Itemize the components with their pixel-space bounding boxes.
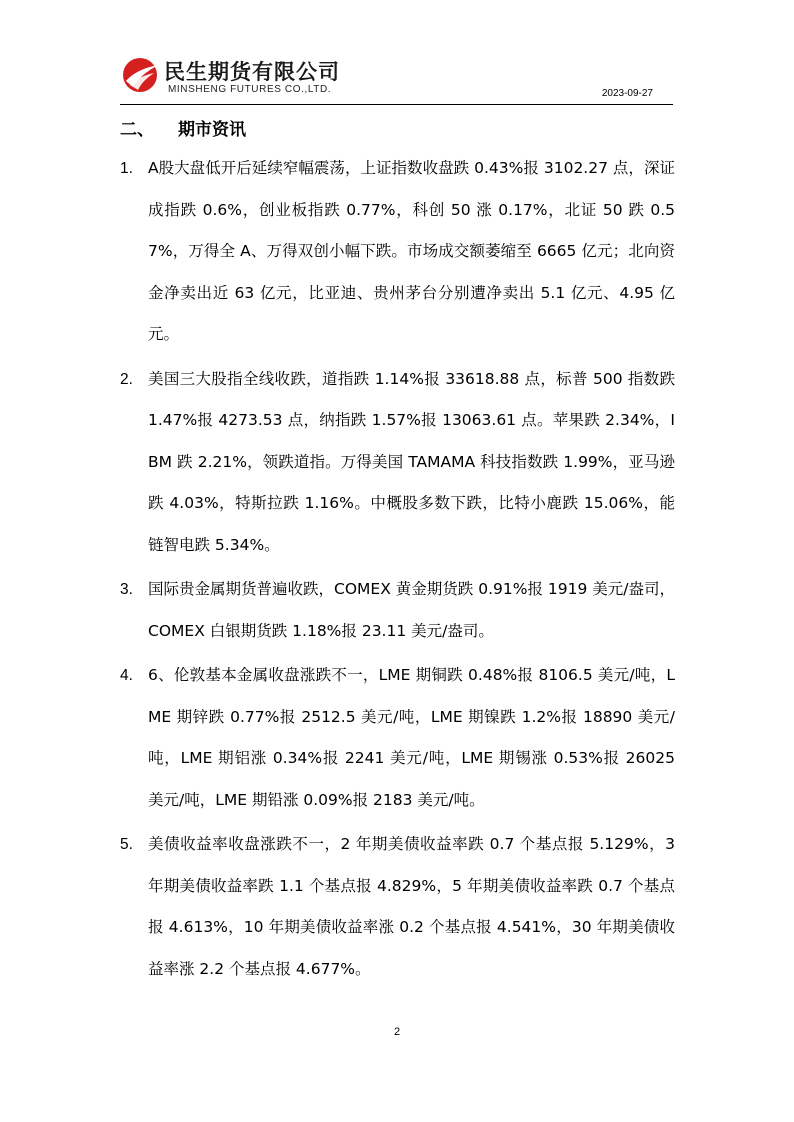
news-text: 美国三大股指全线收跌，道指跌 1.14%报 33618.88 点，标普 500 指数跌 1.47%报 4273.53 点，纳指跌 1.57%报 13063.61 点。苹果跌 2.34%，IBM 跌 2.21%，领跌道指。万得美国 TAMAMA 科技指数跌 1.99%，亚马逊跌 4.03%，特斯拉跌 1.16%。中概股多数下跌，比特小鹿跌 15.06%，能链智电跌 5.34%。 — [148, 369, 675, 554]
logo-chinese-name: 民生期货有限公司 — [164, 60, 340, 84]
section-number: 二、 — [120, 120, 154, 140]
news-item — [120, 569, 675, 652]
minsheng-logo-icon — [120, 54, 160, 94]
news-index: 1. — [120, 160, 133, 177]
logo-english-name: MINSHENG FUTURES CO.,LTD. — [168, 84, 332, 95]
news-item — [120, 359, 675, 567]
page-header — [120, 54, 673, 105]
section-title: 期市资讯 — [178, 120, 246, 140]
report-date: 2023-09-27 — [601, 88, 653, 99]
news-text: 国际贵金属期货普遍收跌，COMEX 黄金期货跌 0.91%报 1919 美元/盎司，COMEX 白银期货跌 1.18%报 23.11 美元/盎司。 — [148, 580, 675, 640]
news-text: 美债收益率收盘涨跌不一，2 年期美债收益率跌 0.7 个基点报 5.129%，3 年期美债收益率跌 1.1 个基点报 4.829%，5 年期美债收益率跌 0.7 个基点报 4.613%，10 年期美债收益率涨 0.2 个基点报 4.541%，30 年期美债收益率涨 2.2 个基点报 4.677%。 — [148, 835, 675, 978]
news-item — [120, 148, 675, 356]
news-text: A股大盘低开后延续窄幅震荡，上证指数收盘跌 0.43%报 3102.27 点，深证成指跌 0.6%，创业板指跌 0.77%，科创 50 涨 0.17%，北证 50 跌 0.57%，万得全 A、万得双创小幅下跌。市场成交额萎缩至 6665 亿元；北向资金净卖出近 63 亿元，比亚迪、贵州茅台分别遭净卖出 5.1 亿元、4.95 亿元。 — [148, 159, 675, 343]
news-index: 2. — [120, 370, 133, 388]
news-index: 3. — [120, 581, 133, 598]
news-index: 5. — [120, 836, 133, 853]
company-logo — [120, 54, 380, 100]
news-text: 6、伦敦基本金属收盘涨跌不一，LME 期铜跌 0.48%报 8106.5 美元/吨，LME 期锌跌 0.77%报 2512.5 美元/吨，LME 期镍跌 1.2%报 18890 美元/吨，LME 期铝涨 0.34%报 2241 美元/吨，LME 期锡涨 0.53%报 26025 美元/吨，LME 期铅涨 0.09%报 2183 美元/吨。 — [148, 666, 675, 809]
page-number: 2 — [393, 1026, 401, 1038]
news-index: 4. — [120, 667, 133, 684]
section-heading — [120, 115, 246, 140]
news-list — [120, 148, 675, 993]
news-item — [120, 824, 675, 990]
news-item — [120, 655, 675, 821]
